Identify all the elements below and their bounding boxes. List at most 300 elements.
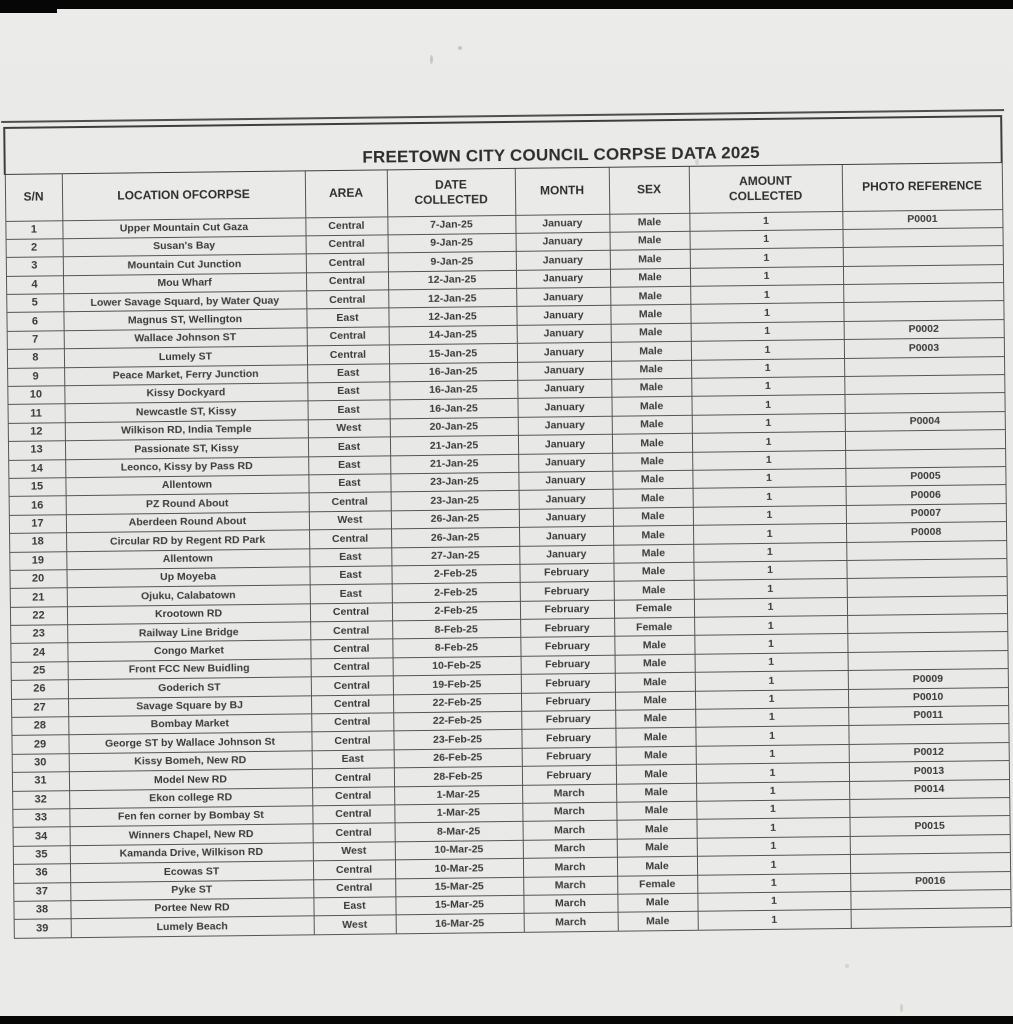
cell-area: Central: [310, 603, 392, 622]
cell-photo: P0005: [845, 467, 1005, 487]
cell-location: Ecowas ST: [70, 861, 313, 882]
cell-photo: [845, 448, 1005, 468]
cell-location: Pyke ST: [70, 879, 313, 900]
cell-month: February: [521, 729, 615, 749]
cell-month: January: [518, 416, 612, 436]
cell-sn: 22: [10, 606, 67, 625]
scan-border-top-left-block: [0, 0, 57, 13]
cell-amount: 1: [694, 579, 847, 599]
cell-location: Circular RD by Regent RD Park: [66, 530, 309, 551]
cell-location: Bombay Market: [68, 714, 311, 735]
cell-photo: [844, 393, 1004, 413]
cell-photo: P0001: [842, 209, 1002, 229]
cell-date: 9-Jan-25: [388, 233, 516, 253]
cell-month: January: [518, 471, 612, 491]
cell-area: East: [310, 584, 392, 603]
cell-amount: 1: [696, 818, 849, 838]
column-header-date: DATE COLLECTED: [387, 168, 516, 217]
cell-month: February: [520, 618, 614, 638]
cell-amount: 1: [696, 763, 849, 783]
cell-location: Fen fen corner by Bombay St: [69, 806, 312, 827]
cell-month: January: [515, 214, 609, 234]
cell-photo: [842, 227, 1002, 247]
cell-sn: 10: [7, 386, 64, 405]
cell-location: Model New RD: [69, 769, 312, 790]
cell-area: Central: [309, 492, 391, 511]
cell-location: Peace Market, Ferry Junction: [64, 364, 307, 385]
cell-month: January: [518, 434, 612, 454]
cell-month: March: [522, 802, 616, 822]
cell-amount: 1: [695, 652, 848, 672]
cell-area: East: [308, 455, 390, 474]
page-title: FREETOWN CITY COUNCIL CORPSE DATA 2025: [362, 143, 760, 167]
cell-location: PZ Round About: [66, 493, 309, 514]
cell-sn: 39: [14, 919, 71, 938]
cell-sn: 24: [10, 643, 67, 662]
cell-sn: 13: [8, 441, 65, 460]
cell-amount: 1: [692, 413, 845, 433]
cell-sex: Male: [618, 912, 698, 931]
cell-date: 22-Feb-25: [393, 693, 521, 713]
cell-sn: 4: [6, 275, 63, 294]
cell-sn: 1: [5, 220, 62, 239]
cell-photo: P0002: [844, 319, 1004, 339]
cell-month: February: [521, 710, 615, 730]
cell-amount: 1: [692, 432, 845, 452]
cell-month: March: [523, 857, 617, 877]
cell-photo: P0011: [848, 706, 1008, 726]
cell-sex: Male: [611, 323, 691, 342]
cell-month: March: [523, 876, 617, 896]
cell-sn: 30: [12, 754, 69, 773]
cell-month: February: [522, 765, 616, 785]
cell-sex: Male: [613, 544, 693, 563]
cell-amount: 1: [697, 891, 850, 911]
cell-sex: Male: [617, 893, 697, 912]
column-header-sn: S/N: [5, 173, 63, 221]
cell-location: Savage Square by BJ: [68, 695, 311, 716]
cell-location: Passionate ST, Kissy: [65, 438, 308, 459]
cell-area: Central: [310, 639, 392, 658]
cell-month: January: [516, 269, 610, 289]
cell-sex: Male: [613, 507, 693, 526]
column-header-amount: AMOUNT COLLECTED: [689, 164, 843, 213]
cell-sex: Male: [610, 268, 690, 287]
cell-amount: 1: [698, 910, 851, 930]
cell-area: East: [307, 382, 389, 401]
cell-amount: 1: [689, 211, 842, 231]
cell-sex: Male: [612, 415, 692, 434]
cell-amount: 1: [691, 340, 844, 360]
cell-date: 21-Jan-25: [390, 454, 518, 474]
cell-month: January: [519, 508, 613, 528]
cell-sex: Male: [615, 728, 695, 747]
cell-area: West: [309, 511, 391, 530]
cell-area: Central: [306, 290, 388, 309]
cell-sex: Male: [610, 286, 690, 305]
scan-smudge: [845, 964, 849, 968]
cell-month: February: [521, 692, 615, 712]
cell-sex: Male: [616, 801, 696, 820]
cell-location: Wallace Johnson ST: [64, 328, 307, 349]
cell-month: January: [518, 453, 612, 473]
cell-photo: [850, 889, 1010, 909]
cell-photo: [843, 264, 1003, 284]
cell-photo: [845, 430, 1005, 450]
cell-photo: [846, 540, 1006, 560]
cell-photo: P0014: [849, 779, 1009, 799]
cell-area: Central: [307, 345, 389, 364]
table-body: [5, 209, 1010, 938]
cell-photo: P0003: [844, 338, 1004, 358]
cell-date: 2-Feb-25: [392, 601, 520, 621]
cell-location: Lumely ST: [64, 346, 307, 367]
cell-amount: 1: [694, 634, 847, 654]
cell-photo: P0007: [846, 503, 1006, 523]
cell-area: Central: [305, 216, 387, 235]
cell-amount: 1: [696, 744, 849, 764]
cell-date: 16-Mar-25: [396, 914, 524, 934]
cell-amount: 1: [697, 836, 850, 856]
cell-sex: Female: [617, 875, 697, 894]
cell-sex: Male: [616, 783, 696, 802]
cell-sn: 36: [13, 864, 70, 883]
cell-sex: Male: [615, 673, 695, 692]
scan-smudge: [430, 55, 433, 64]
cell-location: Ojuku, Calabatown: [67, 585, 310, 606]
cell-date: 23-Feb-25: [393, 730, 521, 750]
cell-sex: Male: [610, 231, 690, 250]
cell-sex: Male: [612, 433, 692, 452]
cell-amount: 1: [690, 248, 843, 268]
cell-sex: Male: [611, 360, 691, 379]
cell-amount: 1: [691, 321, 844, 341]
cell-location: Railway Line Bridge: [67, 622, 310, 643]
cell-photo: [843, 246, 1003, 266]
cell-sn: 14: [8, 459, 65, 478]
cell-month: January: [519, 526, 613, 546]
cell-date: 7-Jan-25: [387, 215, 515, 235]
cell-amount: 1: [693, 505, 846, 525]
cell-amount: 1: [694, 616, 847, 636]
cell-amount: 1: [696, 799, 849, 819]
cell-month: January: [519, 490, 613, 510]
cell-photo: [843, 283, 1003, 303]
cell-amount: 1: [690, 285, 843, 305]
cell-month: January: [516, 251, 610, 271]
cell-date: 15-Mar-25: [395, 895, 523, 915]
cell-location: Allentown: [65, 475, 308, 496]
cell-amount: 1: [695, 689, 848, 709]
cell-month: January: [517, 342, 611, 362]
cell-location: Up Moyeba: [66, 567, 309, 588]
cell-sn: 26: [11, 680, 68, 699]
cell-photo: P0015: [849, 816, 1009, 836]
cell-sex: Male: [610, 250, 690, 269]
cell-photo: P0016: [850, 871, 1010, 891]
cell-amount: 1: [695, 726, 848, 746]
cell-sn: 7: [7, 331, 64, 350]
cell-date: 16-Jan-25: [389, 380, 517, 400]
cell-month: March: [524, 913, 618, 933]
cell-location: George ST by Wallace Johnson St: [68, 732, 311, 753]
cell-sex: Male: [617, 838, 697, 857]
cell-sex: Male: [613, 489, 693, 508]
cell-amount: 1: [691, 358, 844, 378]
cell-sn: 18: [9, 533, 66, 552]
cell-location: Aberdeen Round About: [66, 512, 309, 533]
cell-sex: Female: [614, 599, 694, 618]
cell-photo: [847, 614, 1007, 634]
cell-photo: P0006: [846, 485, 1006, 505]
cell-sn: 33: [12, 809, 69, 828]
cell-area: Central: [313, 860, 395, 879]
cell-area: Central: [309, 529, 391, 548]
cell-photo: [851, 908, 1011, 928]
cell-photo: [846, 558, 1006, 578]
cell-area: Central: [311, 695, 393, 714]
cell-area: Central: [312, 786, 394, 805]
cell-sn: 27: [11, 698, 68, 717]
cell-location: Winners Chapel, New RD: [70, 824, 313, 845]
cell-sex: Male: [615, 709, 695, 728]
cell-date: 10-Mar-25: [395, 840, 523, 860]
cell-date: 15-Jan-25: [389, 344, 517, 364]
cell-sex: Male: [612, 470, 692, 489]
cell-location: Kissy Bomeh, New RD: [69, 751, 312, 772]
cell-sn: 29: [11, 735, 68, 754]
cell-photo: [850, 853, 1010, 873]
cell-sex: Male: [615, 654, 695, 673]
cell-date: 22-Feb-25: [393, 711, 521, 731]
cell-location: Lumely Beach: [71, 916, 314, 937]
cell-photo: [847, 595, 1007, 615]
cell-amount: 1: [692, 468, 845, 488]
cell-location: Congo Market: [67, 640, 310, 661]
cell-sn: 25: [11, 662, 68, 681]
cell-sn: 23: [10, 625, 67, 644]
cell-area: West: [313, 842, 395, 861]
cell-location: Newcastle ST, Kissy: [65, 401, 308, 422]
cell-area: East: [309, 566, 391, 585]
cell-sex: Male: [613, 562, 693, 581]
cell-sn: 11: [8, 404, 65, 423]
cell-date: 16-Jan-25: [389, 362, 517, 382]
cell-date: 1-Mar-25: [394, 785, 522, 805]
cell-sex: Male: [616, 820, 696, 839]
cell-sex: Male: [614, 636, 694, 655]
cell-location: Wilkison RD, India Temple: [65, 420, 308, 441]
cell-area: Central: [306, 272, 388, 291]
cell-sex: Male: [615, 691, 695, 710]
scan-border-bottom: [0, 1016, 1013, 1024]
cell-date: 16-Jan-25: [389, 399, 517, 419]
cell-month: January: [519, 545, 613, 565]
cell-photo: [844, 375, 1004, 395]
cell-area: Central: [307, 327, 389, 346]
cell-date: 23-Jan-25: [390, 472, 518, 492]
cell-area: Central: [311, 658, 393, 677]
cell-amount: 1: [697, 873, 850, 893]
cell-date: 26-Jan-25: [391, 527, 519, 547]
cell-amount: 1: [693, 524, 846, 544]
cell-date: 23-Jan-25: [391, 491, 519, 511]
cell-photo: P0009: [848, 669, 1008, 689]
cell-date: 20-Jan-25: [390, 417, 518, 437]
cell-amount: 1: [697, 855, 850, 875]
cell-area: Central: [310, 621, 392, 640]
cell-amount: 1: [696, 781, 849, 801]
scanned-page: [0, 9, 1013, 1016]
cell-date: 2-Feb-25: [392, 583, 520, 603]
cell-location: Front FCC New Buidling: [68, 659, 311, 680]
cell-sex: Male: [611, 378, 691, 397]
cell-sn: 16: [9, 496, 66, 515]
cell-sex: Male: [616, 764, 696, 783]
column-header-area: AREA: [305, 169, 388, 217]
cell-amount: 1: [695, 708, 848, 728]
cell-month: March: [523, 821, 617, 841]
cell-sn: 3: [6, 257, 63, 276]
cell-sn: 8: [7, 349, 64, 368]
cell-location: Kissy Dockyard: [64, 383, 307, 404]
cell-location: Leonco, Kissy by Pass RD: [65, 456, 308, 477]
cell-date: 14-Jan-25: [389, 325, 517, 345]
cell-area: Central: [311, 731, 393, 750]
column-header-location: LOCATION OFCORPSE: [62, 170, 306, 220]
cell-location: Mou Wharf: [63, 273, 306, 294]
cell-area: East: [312, 750, 394, 769]
cell-sn: 19: [9, 551, 66, 570]
cell-month: February: [521, 673, 615, 693]
cell-location: Goderich ST: [68, 677, 311, 698]
cell-photo: P0013: [849, 761, 1009, 781]
cell-date: 8-Feb-25: [392, 638, 520, 658]
cell-date: 1-Mar-25: [394, 803, 522, 823]
cell-month: February: [520, 600, 614, 620]
cell-sex: Female: [614, 617, 694, 636]
cell-area: East: [313, 897, 395, 916]
cell-month: February: [522, 747, 616, 767]
cell-amount: 1: [692, 450, 845, 470]
cell-area: Central: [312, 768, 394, 787]
cell-area: East: [307, 400, 389, 419]
cell-date: 15-Mar-25: [395, 877, 523, 897]
cell-month: March: [522, 784, 616, 804]
cell-area: Central: [313, 823, 395, 842]
cell-date: 19-Feb-25: [393, 675, 521, 695]
cell-area: Central: [311, 713, 393, 732]
cell-photo: P0004: [845, 411, 1005, 431]
cell-photo: [850, 834, 1010, 854]
cell-month: March: [523, 894, 617, 914]
scan-smudge: [458, 46, 462, 50]
cell-month: February: [519, 563, 613, 583]
cell-sex: Male: [609, 213, 689, 232]
corpse-data-sheet: [3, 115, 1010, 939]
cell-month: January: [516, 306, 610, 326]
cell-area: Central: [311, 676, 393, 695]
cell-location: Magnus ST, Wellington: [63, 309, 306, 330]
cell-sn: 12: [8, 423, 65, 442]
cell-month: January: [517, 361, 611, 381]
cell-date: 12-Jan-25: [388, 307, 516, 327]
cell-month: January: [517, 398, 611, 418]
cell-sn: 20: [9, 570, 66, 589]
cell-area: East: [309, 547, 391, 566]
cell-amount: 1: [693, 542, 846, 562]
cell-area: Central: [306, 253, 388, 272]
cell-date: 27-Jan-25: [391, 546, 519, 566]
cell-sn: 28: [11, 717, 68, 736]
cell-amount: 1: [691, 395, 844, 415]
cell-amount: 1: [693, 487, 846, 507]
cell-location: Susan's Bay: [63, 236, 306, 257]
cell-photo: P0008: [846, 522, 1006, 542]
column-header-month: MONTH: [515, 167, 610, 215]
column-header-photo: PHOTO REFERENCE: [842, 162, 1003, 211]
cell-date: 12-Jan-25: [388, 288, 516, 308]
cell-location: Upper Mountain Cut Gaza: [62, 217, 305, 238]
cell-location: Kamanda Drive, Wilkison RD: [70, 843, 313, 864]
cell-date: 26-Jan-25: [391, 509, 519, 529]
cell-amount: 1: [690, 303, 843, 323]
cell-date: 8-Mar-25: [395, 822, 523, 842]
cell-area: East: [308, 474, 390, 493]
cell-month: January: [516, 287, 610, 307]
cell-photo: [848, 724, 1008, 744]
cell-sn: 31: [12, 772, 69, 791]
cell-area: East: [308, 437, 390, 456]
cell-sn: 9: [7, 367, 64, 386]
cell-photo: [848, 650, 1008, 670]
cell-date: 10-Feb-25: [393, 656, 521, 676]
cell-location: Lower Savage Squard, by Water Quay: [63, 291, 306, 312]
corpse-data-table: [3, 115, 1012, 939]
cell-sn: 5: [6, 294, 63, 313]
cell-date: 26-Feb-25: [394, 748, 522, 768]
cell-amount: 1: [694, 597, 847, 617]
cell-sex: Male: [617, 856, 697, 875]
cell-amount: 1: [693, 560, 846, 580]
cell-photo: [843, 301, 1003, 321]
cell-month: February: [520, 637, 614, 657]
cell-location: Portee New RD: [70, 898, 313, 919]
cell-date: 9-Jan-25: [388, 252, 516, 272]
cell-photo: [844, 356, 1004, 376]
cell-month: February: [521, 655, 615, 675]
cell-sn: 34: [13, 827, 70, 846]
cell-area: East: [307, 364, 389, 383]
cell-amount: 1: [695, 671, 848, 691]
cell-sn: 17: [9, 514, 66, 533]
cell-sex: Male: [610, 305, 690, 324]
column-header-sex: SEX: [609, 166, 690, 214]
cell-sex: Male: [612, 452, 692, 471]
cell-area: Central: [312, 805, 394, 824]
cell-sex: Male: [613, 525, 693, 544]
cell-sn: 6: [6, 312, 63, 331]
cell-photo: [847, 632, 1007, 652]
cell-area: East: [306, 308, 388, 327]
cell-sex: Male: [614, 581, 694, 600]
cell-area: Central: [306, 235, 388, 254]
cell-amount: 1: [691, 376, 844, 396]
cell-date: 28-Feb-25: [394, 767, 522, 787]
cell-area: Central: [313, 878, 395, 897]
cell-sn: 15: [8, 478, 65, 497]
cell-date: 10-Mar-25: [395, 859, 523, 879]
